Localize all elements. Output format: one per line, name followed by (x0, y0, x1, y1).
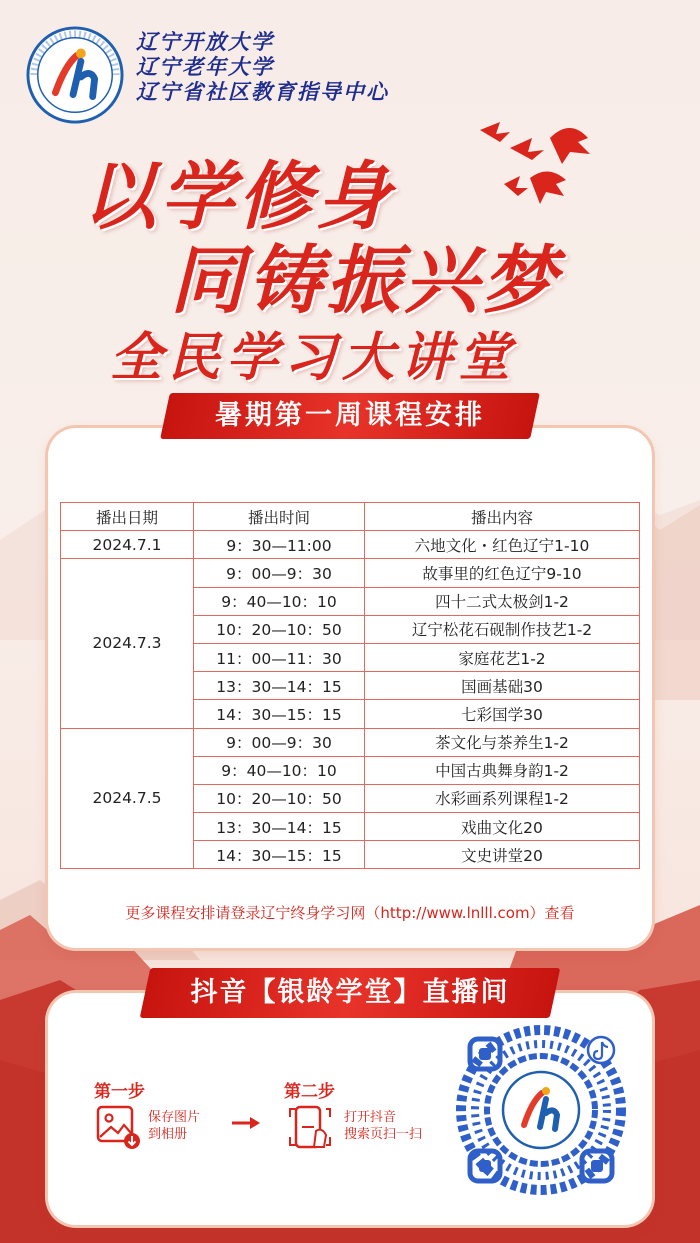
time-cell: 9：40—10：10 (194, 587, 365, 615)
time-cell: 14：30—15：15 (194, 841, 365, 869)
date-cell: 2024.7.3 (61, 559, 194, 728)
date-cell: 2024.7.5 (61, 728, 194, 869)
headline-line-1: 以学修身 (82, 154, 394, 240)
time-cell: 9：00—9：30 (194, 559, 365, 587)
time-cell: 14：30—15：15 (194, 700, 365, 728)
content-cell: 水彩画系列课程1-2 (365, 784, 640, 812)
time-cell: 9：30—11:00 (194, 531, 365, 559)
time-cell: 9：00—9：30 (194, 728, 365, 756)
step1-text-1: 保存图片 (148, 1110, 201, 1125)
university-logo-icon (26, 26, 124, 124)
org-name-2: 辽宁老年大学 (136, 55, 274, 79)
time-cell: 10：20—10：50 (194, 784, 365, 812)
time-cell: 10：20—10：50 (194, 615, 365, 643)
content-cell: 文史讲堂20 (365, 841, 640, 869)
table-row (61, 728, 640, 756)
schedule-card (48, 428, 652, 948)
header-time: 播出时间 (194, 503, 365, 531)
content-cell: 国画基础30 (365, 672, 640, 700)
live-stream-banner-label: 抖音【银龄学堂】直播间 (190, 977, 510, 1008)
more-courses-note: 更多课程安排请登录辽宁终身学习网（http://www.lnlll.com）查看 (125, 904, 575, 922)
organization-names (136, 30, 389, 105)
header-content: 播出内容 (365, 503, 640, 531)
org-name-3: 辽宁省社区教育指导中心 (136, 80, 389, 104)
step2-text-2: 搜索页扫一扫 (344, 1127, 423, 1142)
step2-text-1: 打开抖音 (344, 1110, 397, 1125)
table-header-row (61, 503, 640, 531)
arrow-right-icon (230, 1115, 262, 1131)
live-stream-banner (140, 968, 561, 1018)
time-cell: 9：40—10：10 (194, 756, 365, 784)
time-cell: 13：30—14：15 (194, 672, 365, 700)
content-cell: 家庭花艺1-2 (365, 643, 640, 671)
save-image-icon (94, 1103, 142, 1151)
org-name-1: 辽宁开放大学 (136, 30, 274, 54)
scan-phone-icon (286, 1101, 336, 1153)
schedule-banner (160, 393, 540, 439)
time-cell: 13：30—14：15 (194, 813, 365, 841)
schedule-table (60, 502, 640, 869)
content-cell: 茶文化与茶养生1-2 (365, 728, 640, 756)
content-cell: 六地文化・红色辽宁1-10 (365, 531, 640, 559)
step1-title: 第一步 (94, 1082, 145, 1102)
douyin-qr-code-icon[interactable] (456, 1025, 626, 1195)
step1-text-2: 到相册 (148, 1127, 188, 1142)
content-cell: 中国古典舞身韵1-2 (365, 756, 640, 784)
content-cell: 戏曲文化20 (365, 813, 640, 841)
headline-line-2: 同铸振兴梦 (170, 238, 560, 324)
content-cell: 七彩国学30 (365, 700, 640, 728)
date-cell: 2024.7.1 (61, 531, 194, 559)
step2-title: 第二步 (284, 1082, 335, 1102)
live-stream-card (48, 993, 652, 1225)
table-row (61, 531, 640, 559)
content-cell: 故事里的红色辽宁9-10 (365, 559, 640, 587)
dove-icon (470, 108, 610, 208)
headline-line-3: 全民学习大讲堂 (110, 328, 517, 388)
schedule-banner-label: 暑期第一周课程安排 (215, 400, 485, 431)
content-cell: 辽宁松花石砚制作技艺1-2 (365, 615, 640, 643)
table-row (61, 559, 640, 587)
content-cell: 四十二式太极剑1-2 (365, 587, 640, 615)
time-cell: 11：00—11：30 (194, 643, 365, 671)
header-date: 播出日期 (61, 503, 194, 531)
